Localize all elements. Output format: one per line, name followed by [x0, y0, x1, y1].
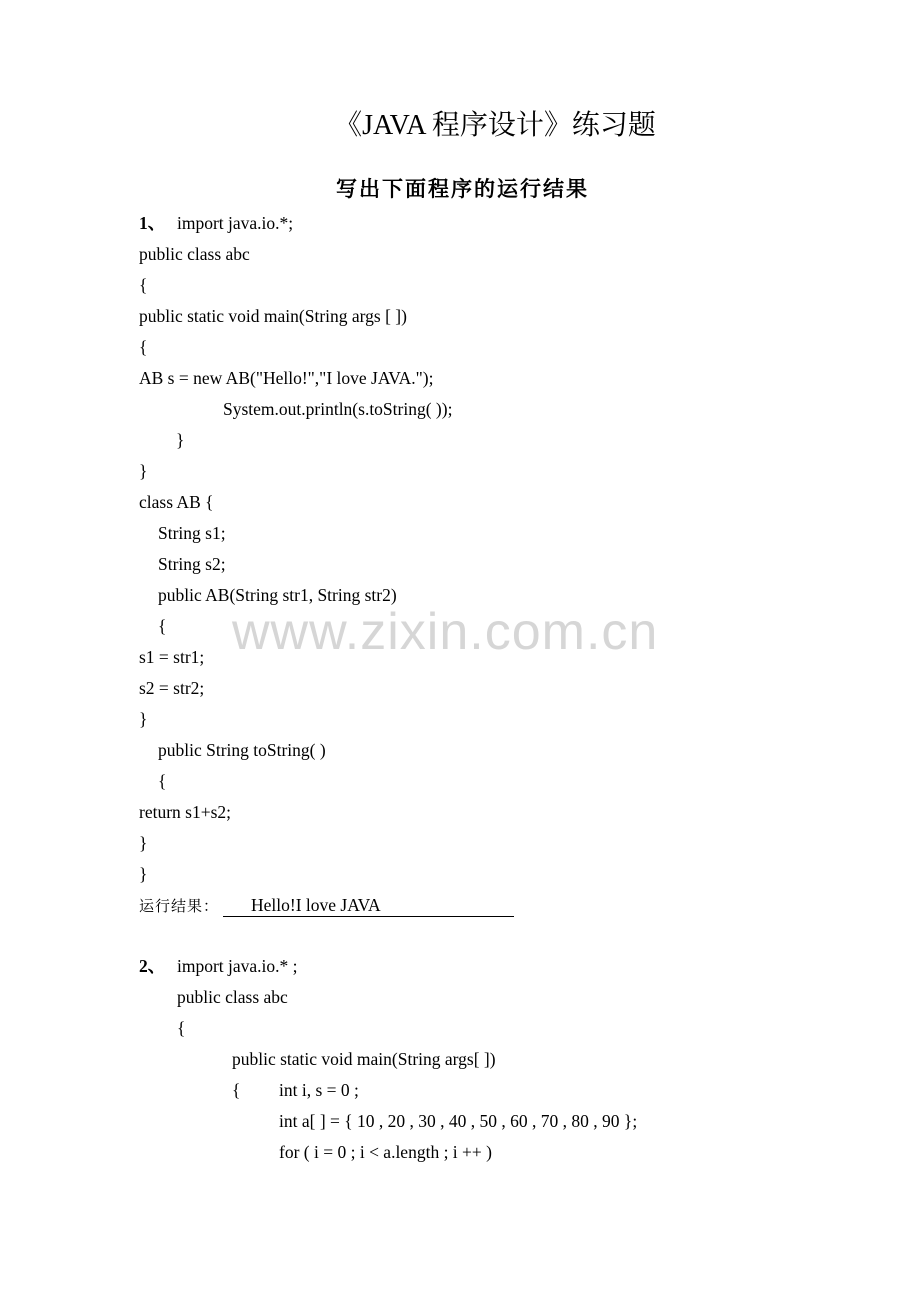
section-heading: 写出下面程序的运行结果 — [336, 177, 589, 201]
question-2-number: 2、 — [139, 956, 166, 976]
code-line: s2 = str2; — [139, 678, 205, 698]
result-label: 运行结果： — [139, 897, 220, 915]
code-line: { — [232, 1080, 241, 1100]
code-line: class AB { — [139, 492, 214, 512]
code-line: { — [139, 337, 148, 357]
code-line: String s2; — [158, 554, 226, 574]
answer-blank: Hello!I love JAVA — [223, 894, 514, 917]
code-line: s1 = str1; — [139, 647, 205, 667]
code-line: System.out.println(s.toString( )); — [223, 399, 453, 419]
code-line: public String toString( ) — [158, 740, 326, 760]
question-1-first-line — [139, 210, 293, 236]
code-line: int i, s = 0 ; — [279, 1080, 359, 1100]
code-line: } — [176, 430, 185, 450]
code-line: { — [158, 616, 167, 636]
answer-line — [139, 892, 514, 919]
code-line: public class abc — [177, 987, 288, 1007]
code-line: import java.io.*; — [177, 213, 294, 233]
code-line: String s1; — [158, 523, 226, 543]
code-line: } — [139, 833, 148, 853]
code-line: } — [139, 709, 148, 729]
code-line: { — [177, 1018, 186, 1038]
code-line: } — [139, 461, 148, 481]
code-line: } — [139, 864, 148, 884]
code-line: for ( i = 0 ; i < a.length ; i ++ ) — [279, 1142, 492, 1162]
code-line: return s1+s2; — [139, 802, 232, 822]
question-1-number: 1、 — [139, 213, 166, 233]
code-line: { — [158, 771, 167, 791]
code-line: import java.io.* ; — [177, 956, 298, 976]
code-line: public class abc — [139, 244, 250, 264]
code-line: public static void main(String args [ ]) — [139, 306, 407, 326]
code-line: int a[ ] = { 10 , 20 , 30 , 40 , 50 , 60 , 70 , 80 , 90 }; — [279, 1111, 638, 1131]
question-2-first-line — [139, 953, 298, 979]
code-line: public AB(String str1, String str2) — [158, 585, 397, 605]
code-line: public static void main(String args[ ]) — [232, 1049, 496, 1069]
code-line: AB s = new AB("Hello!","I love JAVA."); — [139, 368, 434, 388]
watermark: www.zixin.com.cn — [232, 603, 659, 661]
code-line: { — [139, 275, 148, 295]
document-title: 《JAVA 程序设计》练习题 — [334, 110, 656, 141]
